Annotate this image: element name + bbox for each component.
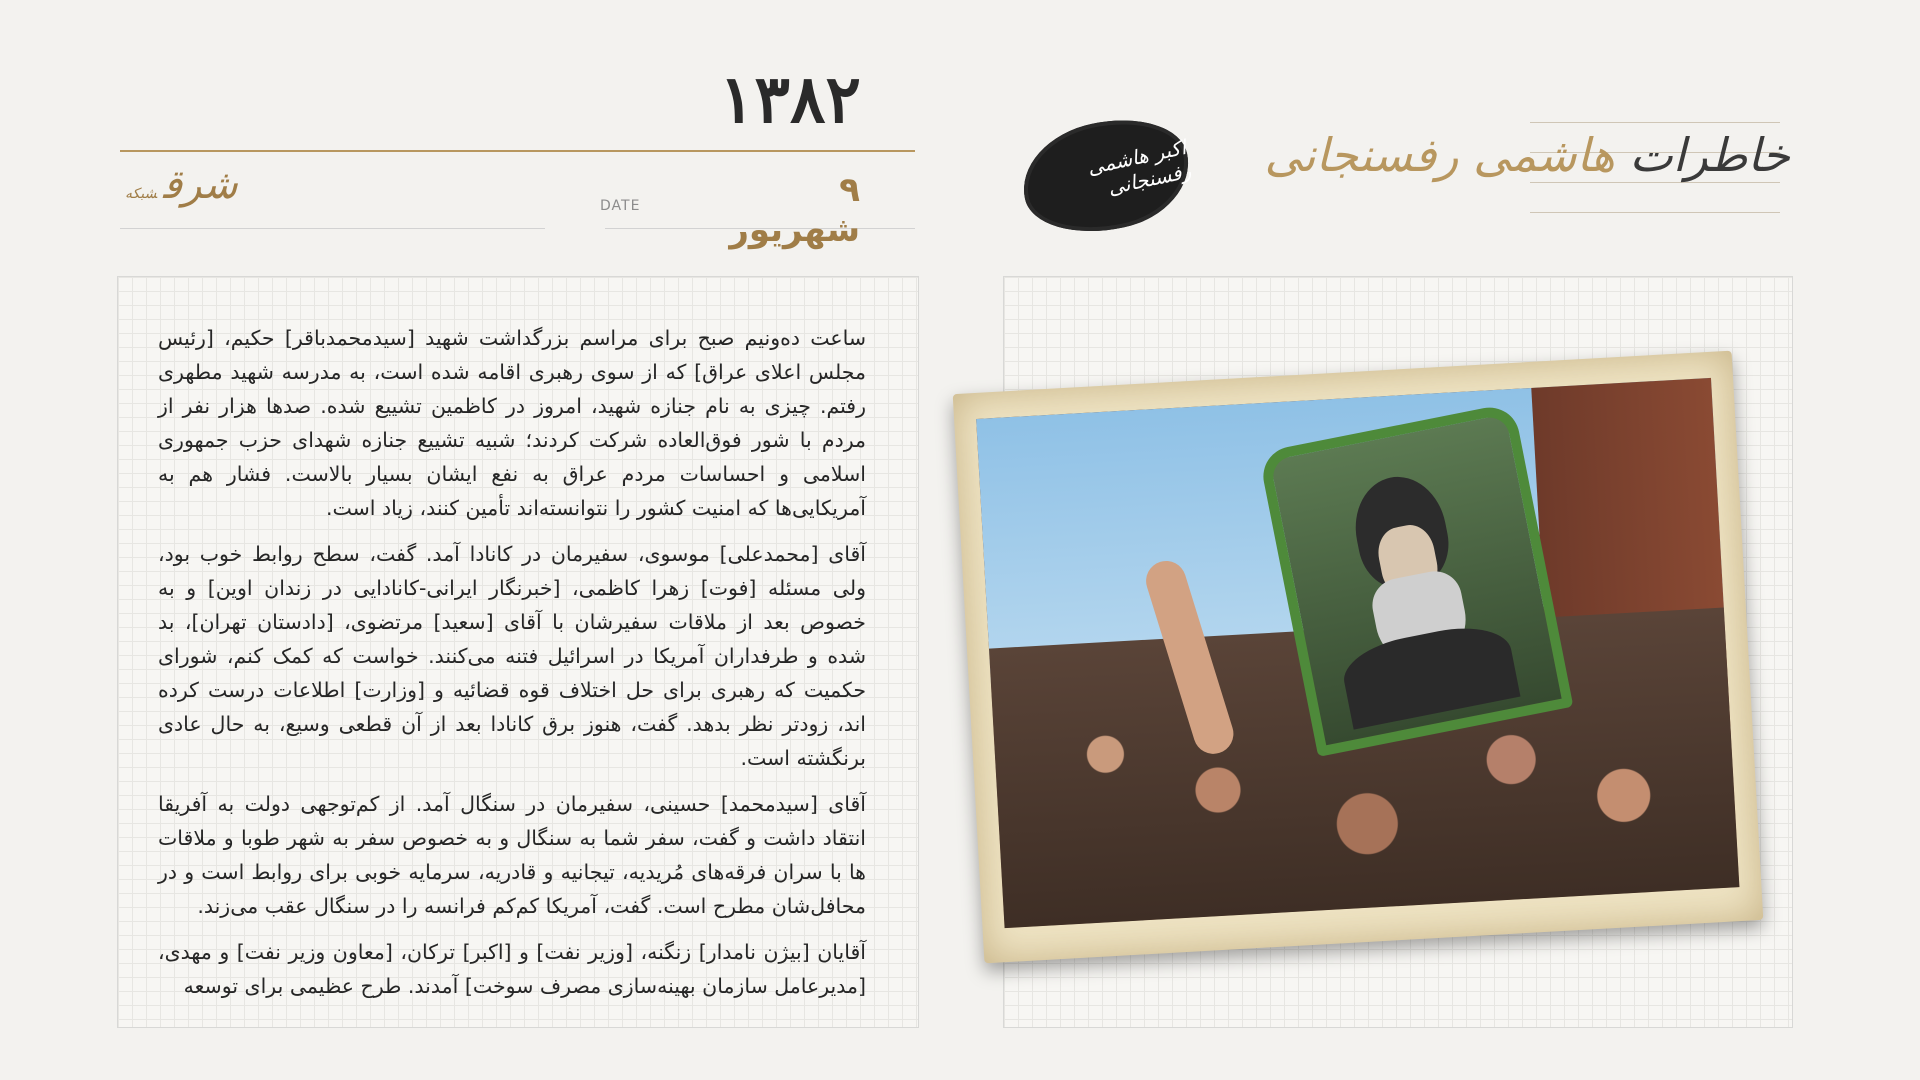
date-label: DATE xyxy=(600,198,641,214)
logo-part-2: هاشمی رفسنجانی xyxy=(1264,128,1615,182)
logo-part-1: خاطرات xyxy=(1629,128,1790,182)
publisher-logo-text: شرق xyxy=(162,162,238,208)
portrait-robe xyxy=(1338,618,1520,729)
publisher-underline xyxy=(120,228,545,229)
publisher-logo-small: شبکه xyxy=(125,186,157,202)
article-paragraph: آقای [سیدمحمد] حسینی، سفیرمان در سنگال آمد. از کم‌توجهی دولت به آفریقا انتقاد داشت و گفت، سفر شما به سنگال و به خصوص سفر به شهر طوبا و ملاقات ها با سران فرقه‌های مُریدیه، تیجانیه و قادریه، سرمایه خوبی برای روابط است و در محافل‌شان مطرح است. گفت، آمریکا کم‌کم فرانسه را در سنگال عقب می‌زند. xyxy=(158,792,866,918)
stamp-text: اکبر هاشمی رفسنجانی xyxy=(1085,135,1194,200)
logo-line xyxy=(1530,182,1780,183)
article-paragraph: ساعت ده‌ونیم صبح برای مراسم بزرگداشت شهید [سیدمحمدباقر] حکیم، [رئیس مجلس اعلای عراق] که از سوی رهبری اقامه شده است، به مدرسه شهید مطهری رفتم. چیزی به نام جنازه شهید، امروز در کاظمین تشییع شده. صدها هزار نفر از مردم با شور فوق‌العاده شرکت کردند؛ شبیه تشییع جنازه شهدای حزب جمهوری اسلامی و احساسات مردم عراق به نفع ایشان بسیار بالاست. فشار هم به آمریکایی‌ها که امنیت کشور را نتوانسته‌اند تأمین کنند، زیاد است. xyxy=(158,326,866,520)
year-heading: ۱۳۸۲ xyxy=(719,60,861,138)
article-paragraph: آقای [محمدعلی] موسوی، سفیرمان در کانادا آمد. گفت، سطح روابط خوب بود، ولی مسئله [فوت] زهرا کاظمی، [خبرنگار ایرانی-کانادایی در زندان اوین] و به خصوص بعد از ملاقات سفیرشان با آقای [سعید] مرتضوی، [دادستان تهران]، بد شده و طرفداران آمریکا در اسرائیل فتنه می‌کنند. خواست که کمک کنم، شورای حکمیت که رهبری برای حل اختلاف قوه قضائیه و [وزارت] اطلاعات درست کرده اند، زودتر نظر بدهد. گفت، هنوز برق کانادا بعد از آن قطعی وسیع، به حال عادی برنگشته است. xyxy=(158,542,866,770)
memoirs-logo-text xyxy=(1264,128,1790,182)
funeral-crowd-photo xyxy=(976,378,1739,928)
header-divider xyxy=(120,150,915,152)
article-body xyxy=(158,321,866,1015)
logo-line xyxy=(1530,122,1780,123)
logo-line xyxy=(1530,212,1780,213)
signature-stamp xyxy=(1013,106,1200,247)
date-value: ۹ شهریور xyxy=(729,170,860,250)
article-panel xyxy=(117,276,919,1028)
publisher-logo xyxy=(125,162,238,208)
memoirs-logo xyxy=(1264,100,1790,240)
vintage-photo-frame xyxy=(953,351,1764,964)
article-paragraph: آقایان [بیژن نامدار] زنگنه، [وزیر نفت] و [اکبر] ترکان، [معاون وزیر نفت] و مهدی، [مدیرعامل سازمان بهینه‌سازی مصرف سوخت] آمدند. طرح عظیمی برای توسعه xyxy=(158,940,866,998)
